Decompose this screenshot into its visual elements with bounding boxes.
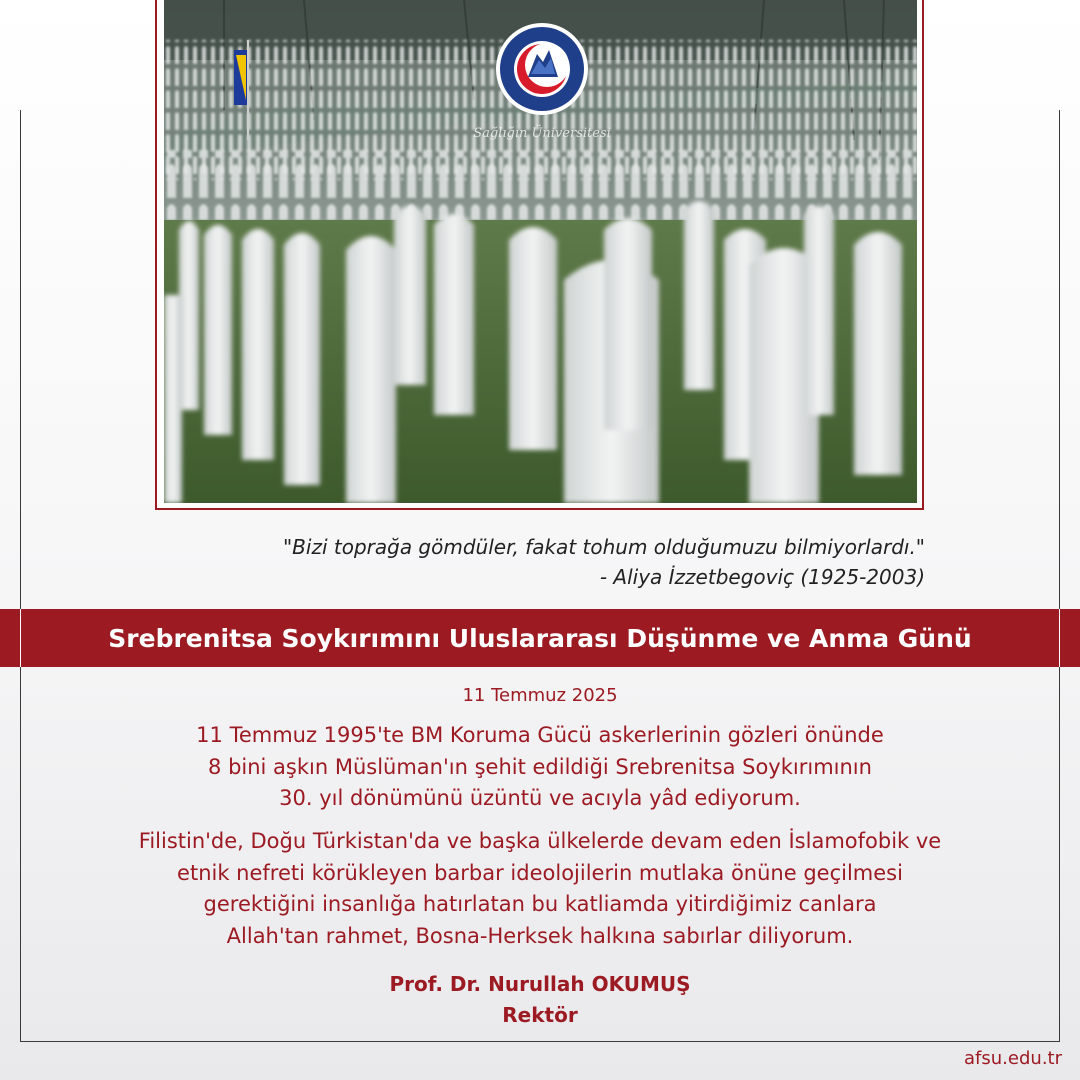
website-link[interactable]: afsu.edu.tr: [964, 1048, 1062, 1069]
page-title: Srebrenitsa Soykırımını Uluslararası Düşünme ve Anma Günü: [108, 623, 972, 653]
signatory-title: Rektör: [502, 1003, 578, 1027]
date-label: 11 Temmuz 2025: [462, 685, 618, 706]
paragraph-line: 11 Temmuz 1995'te BM Koruma Gücü askerlerinin gözleri önünde: [196, 723, 884, 747]
paragraph-line: 30. yıl dönümünü üzüntü ve acıyla yâd ediyorum.: [279, 786, 801, 810]
quote-author: - Aliya İzzetbegoviç (1925-2003): [599, 565, 925, 589]
message-paragraph-2: [60, 826, 1020, 952]
university-logo: [495, 22, 589, 116]
logo-slogan: Sağlığın Üniversitesi: [473, 126, 611, 141]
paragraph-line: Filistin'de, Doğu Türkistan'da ve başka ülkelerde devam eden İslamofobik ve: [138, 829, 942, 853]
title-banner: [0, 609, 1080, 667]
message-paragraph-1: [60, 720, 1020, 815]
paragraph-line: 8 bini aşkın Müslüman'ın şehit edildiği Srebrenitsa Soykırımının: [208, 754, 872, 779]
paragraph-line: Allah'tan rahmet, Bosna-Herksek halkına sabırlar diliyorum.: [226, 923, 854, 948]
paragraph-line: etnik nefreti körükleyen barbar ideolojilerin mutlaka önüne geçilmesi: [177, 860, 903, 885]
signatory-name: Prof. Dr. Nurullah OKUMUŞ: [389, 972, 691, 996]
quote-text: "Bizi toprağa gömdüler, fakat tohum olduğumuzu bilmiyorlardı.": [282, 535, 925, 559]
quote-block: [165, 532, 925, 592]
paragraph-line: gerektiğini insanlığa hatırlatan bu katliamda yitirdiğimiz canlara: [203, 892, 877, 916]
